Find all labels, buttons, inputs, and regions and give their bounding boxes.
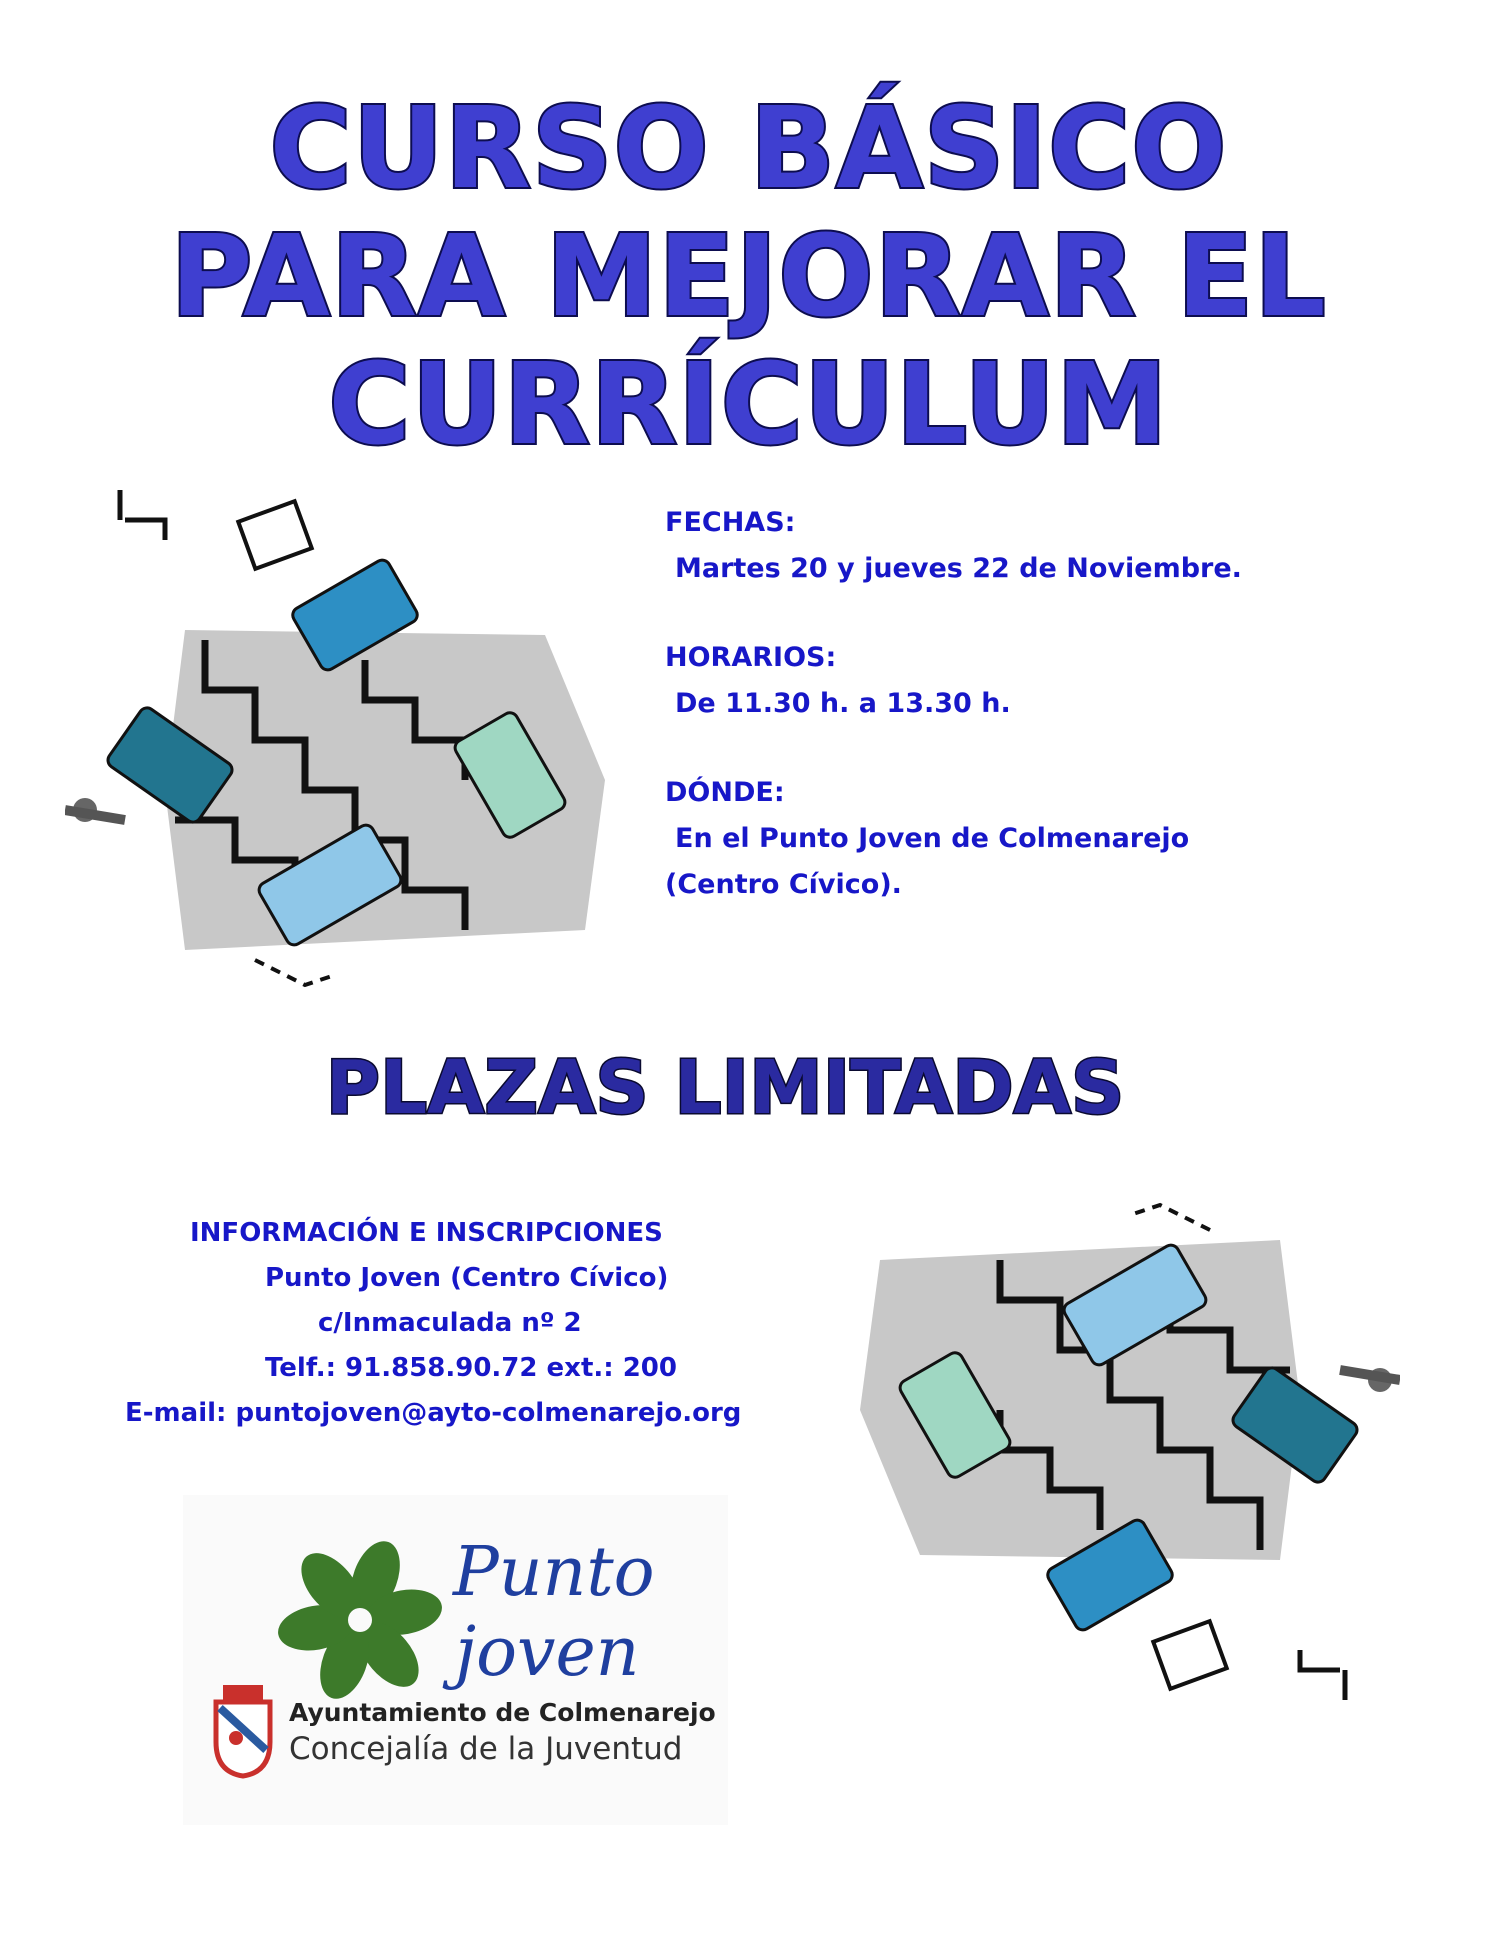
poster-title xyxy=(0,85,1497,469)
donde-label: DÓNDE: xyxy=(665,777,785,808)
plazas-limitadas-banner: PLAZAS LIMITADAS xyxy=(325,1045,1125,1131)
info-heading: INFORMACIÓN E INSCRIPCIONES xyxy=(190,1218,663,1248)
donde-value: En el Punto Joven de Colmenarejo xyxy=(675,823,1190,854)
pinwheel-flower-icon xyxy=(275,1535,445,1705)
title-line-3: CURRÍCULUM xyxy=(328,340,1169,470)
event-details xyxy=(665,500,1465,908)
horarios-label: HORARIOS: xyxy=(665,642,837,673)
info-email[interactable]: E-mail: puntojoven@ayto-colmenarejo.org xyxy=(125,1398,742,1428)
punto-joven-logo xyxy=(183,1495,728,1825)
info-phone: Telf.: 91.858.90.72 ext.: 200 xyxy=(265,1353,677,1383)
title-line-1: CURSO BÁSICO xyxy=(269,84,1228,214)
info-address: c/Inmaculada nº 2 xyxy=(318,1308,582,1338)
fechas-label: FECHAS: xyxy=(665,507,796,538)
coat-of-arms-icon xyxy=(208,1680,278,1780)
donde-value-2: (Centro Cívico). xyxy=(665,869,902,900)
fechas-value: Martes 20 y jueves 22 de Noviembre. xyxy=(675,553,1242,584)
logo-org-line-1: Ayuntamiento de Colmenarejo xyxy=(289,1698,716,1727)
info-place: Punto Joven (Centro Cívico) xyxy=(265,1263,669,1293)
logo-org-line-2: Concejalía de la Juventud xyxy=(289,1731,683,1767)
logo-word-punto: Punto xyxy=(453,1533,655,1612)
logo-word-joven: joven xyxy=(455,1613,640,1692)
horarios-value: De 11.30 h. a 13.30 h. xyxy=(675,688,1011,719)
title-line-2: PARA MEJORAR EL xyxy=(170,212,1327,342)
stairs-workers-illustration-rotated xyxy=(820,1180,1400,1700)
stairs-workers-illustration xyxy=(65,490,645,1010)
